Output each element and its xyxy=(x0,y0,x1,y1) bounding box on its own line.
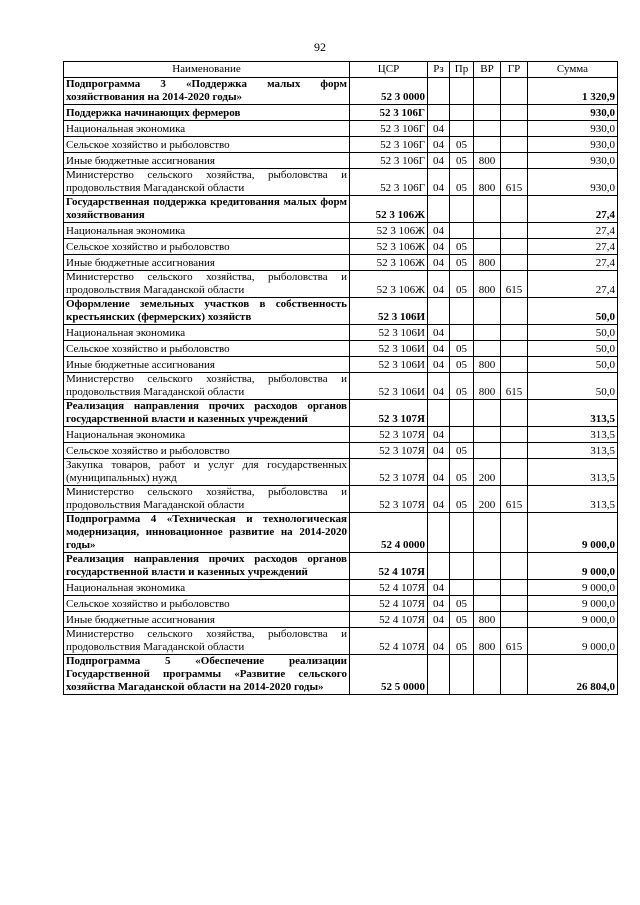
cell-sum: 27,4 xyxy=(528,223,618,239)
table-row xyxy=(64,239,618,255)
cell-name: Реализация направления прочих расходов органов государственной власти и казенных учреждений xyxy=(64,400,350,427)
cell-csr: 52 3 107Я xyxy=(350,427,428,443)
cell-name: Иные бюджетные ассигнования xyxy=(64,357,350,373)
cell-pr: 05 xyxy=(450,255,474,271)
cell-vr: 200 xyxy=(474,459,501,486)
cell-rz: 04 xyxy=(428,239,450,255)
cell-sum: 27,4 xyxy=(528,239,618,255)
table-row xyxy=(64,223,618,239)
cell-gr xyxy=(501,239,528,255)
cell-gr xyxy=(501,427,528,443)
cell-pr xyxy=(450,78,474,105)
cell-rz: 04 xyxy=(428,121,450,137)
cell-csr: 52 3 106Г xyxy=(350,153,428,169)
cell-gr xyxy=(501,513,528,553)
cell-sum: 9 000,0 xyxy=(528,580,618,596)
header-sum: Сумма xyxy=(528,62,618,78)
cell-vr: 800 xyxy=(474,255,501,271)
cell-sum: 313,5 xyxy=(528,443,618,459)
cell-csr: 52 4 107Я xyxy=(350,596,428,612)
cell-pr xyxy=(450,655,474,695)
cell-name: Иные бюджетные ассигнования xyxy=(64,255,350,271)
cell-csr: 52 3 106И xyxy=(350,325,428,341)
cell-vr xyxy=(474,513,501,553)
cell-csr: 52 3 106Г xyxy=(350,169,428,196)
cell-name: Поддержка начинающих фермеров xyxy=(64,105,350,121)
cell-vr xyxy=(474,553,501,580)
cell-pr: 05 xyxy=(450,612,474,628)
cell-vr xyxy=(474,78,501,105)
cell-sum: 930,0 xyxy=(528,169,618,196)
cell-name: Подпрограмма 5 «Обеспечение реализации Государственной программы «Развитие сельского хозяйства Магаданской области на 2014-2020 годы» xyxy=(64,655,350,695)
cell-sum: 930,0 xyxy=(528,137,618,153)
cell-rz xyxy=(428,298,450,325)
table-row xyxy=(64,427,618,443)
cell-vr xyxy=(474,121,501,137)
cell-vr xyxy=(474,239,501,255)
table-row xyxy=(64,255,618,271)
cell-name: Сельское хозяйство и рыболовство xyxy=(64,443,350,459)
cell-name: Сельское хозяйство и рыболовство xyxy=(64,596,350,612)
cell-rz: 04 xyxy=(428,580,450,596)
cell-rz: 04 xyxy=(428,271,450,298)
cell-vr xyxy=(474,580,501,596)
cell-pr: 05 xyxy=(450,459,474,486)
cell-csr: 52 3 106И xyxy=(350,298,428,325)
cell-gr xyxy=(501,223,528,239)
cell-pr: 05 xyxy=(450,443,474,459)
cell-gr xyxy=(501,400,528,427)
cell-sum: 313,5 xyxy=(528,427,618,443)
table-row xyxy=(64,78,618,105)
table-row xyxy=(64,153,618,169)
cell-sum: 50,0 xyxy=(528,325,618,341)
cell-rz: 04 xyxy=(428,255,450,271)
cell-rz: 04 xyxy=(428,169,450,196)
cell-gr: 615 xyxy=(501,271,528,298)
cell-rz: 04 xyxy=(428,137,450,153)
cell-rz: 04 xyxy=(428,486,450,513)
cell-csr: 52 3 0000 xyxy=(350,78,428,105)
cell-csr: 52 3 106Ж xyxy=(350,271,428,298)
cell-name: Сельское хозяйство и рыболовство xyxy=(64,341,350,357)
cell-pr: 05 xyxy=(450,341,474,357)
table-row xyxy=(64,459,618,486)
cell-pr: 05 xyxy=(450,239,474,255)
cell-pr xyxy=(450,553,474,580)
cell-pr: 05 xyxy=(450,596,474,612)
table-row xyxy=(64,400,618,427)
cell-csr: 52 3 106И xyxy=(350,357,428,373)
cell-name: Министерство сельского хозяйства, рыболовства и продовольствия Магаданской области xyxy=(64,628,350,655)
header-vr: ВР xyxy=(474,62,501,78)
cell-vr: 800 xyxy=(474,169,501,196)
cell-csr: 52 3 107Я xyxy=(350,459,428,486)
cell-rz: 04 xyxy=(428,459,450,486)
cell-name: Оформление земельных участков в собственность крестьянских (фермерских) хозяйств xyxy=(64,298,350,325)
page-number: 92 xyxy=(314,40,326,54)
cell-vr xyxy=(474,196,501,223)
table-row xyxy=(64,486,618,513)
cell-vr xyxy=(474,223,501,239)
cell-name: Подпрограмма 4 «Техническая и технологическая модернизация, инновационное развитие на 2014-2020 годы» xyxy=(64,513,350,553)
cell-sum: 50,0 xyxy=(528,373,618,400)
cell-rz: 04 xyxy=(428,357,450,373)
cell-sum: 50,0 xyxy=(528,357,618,373)
cell-name: Национальная экономика xyxy=(64,427,350,443)
cell-sum: 313,5 xyxy=(528,459,618,486)
header-rz: Рз xyxy=(428,62,450,78)
cell-sum: 27,4 xyxy=(528,271,618,298)
cell-pr xyxy=(450,105,474,121)
cell-gr xyxy=(501,196,528,223)
cell-sum: 930,0 xyxy=(528,105,618,121)
cell-name: Подпрограмма 3 «Поддержка малых форм хозяйствования на 2014-2020 годы» xyxy=(64,78,350,105)
cell-vr xyxy=(474,105,501,121)
cell-csr: 52 3 106Ж xyxy=(350,239,428,255)
table-row xyxy=(64,655,618,695)
cell-rz xyxy=(428,400,450,427)
table-row xyxy=(64,553,618,580)
cell-pr xyxy=(450,298,474,325)
table-row xyxy=(64,513,618,553)
cell-pr: 05 xyxy=(450,153,474,169)
table-header-row xyxy=(64,62,618,78)
cell-sum: 9 000,0 xyxy=(528,596,618,612)
cell-sum: 26 804,0 xyxy=(528,655,618,695)
cell-rz: 04 xyxy=(428,427,450,443)
cell-rz xyxy=(428,196,450,223)
cell-sum: 9 000,0 xyxy=(528,513,618,553)
cell-csr: 52 3 106И xyxy=(350,341,428,357)
header-pr: Пр xyxy=(450,62,474,78)
cell-vr xyxy=(474,655,501,695)
cell-gr xyxy=(501,341,528,357)
cell-pr: 05 xyxy=(450,137,474,153)
cell-gr: 615 xyxy=(501,486,528,513)
header-name: Наименование xyxy=(64,62,350,78)
table-row xyxy=(64,580,618,596)
cell-pr: 05 xyxy=(450,357,474,373)
cell-csr: 52 5 0000 xyxy=(350,655,428,695)
cell-rz: 04 xyxy=(428,443,450,459)
cell-csr: 52 3 107Я xyxy=(350,443,428,459)
cell-vr: 800 xyxy=(474,628,501,655)
cell-vr: 800 xyxy=(474,612,501,628)
cell-pr xyxy=(450,121,474,137)
header-csr: ЦСР xyxy=(350,62,428,78)
cell-vr xyxy=(474,137,501,153)
cell-gr xyxy=(501,443,528,459)
cell-name: Сельское хозяйство и рыболовство xyxy=(64,239,350,255)
cell-pr xyxy=(450,325,474,341)
cell-name: Министерство сельского хозяйства, рыболовства и продовольствия Магаданской области xyxy=(64,271,350,298)
cell-csr: 52 3 107Я xyxy=(350,486,428,513)
cell-csr: 52 4 0000 xyxy=(350,513,428,553)
table-row xyxy=(64,341,618,357)
cell-name: Национальная экономика xyxy=(64,580,350,596)
cell-rz xyxy=(428,513,450,553)
cell-name: Иные бюджетные ассигнования xyxy=(64,153,350,169)
cell-csr: 52 3 106Ж xyxy=(350,223,428,239)
cell-name: Реализация направления прочих расходов органов государственной власти и казенных учреждений xyxy=(64,553,350,580)
cell-pr: 05 xyxy=(450,486,474,513)
cell-csr: 52 3 106Г xyxy=(350,121,428,137)
cell-vr xyxy=(474,443,501,459)
cell-rz xyxy=(428,78,450,105)
budget-table xyxy=(63,61,618,695)
cell-gr: 615 xyxy=(501,373,528,400)
cell-csr: 52 3 106Г xyxy=(350,105,428,121)
cell-vr: 200 xyxy=(474,486,501,513)
cell-name: Национальная экономика xyxy=(64,223,350,239)
table-row xyxy=(64,196,618,223)
cell-vr xyxy=(474,325,501,341)
cell-gr xyxy=(501,78,528,105)
cell-sum: 27,4 xyxy=(528,196,618,223)
cell-vr xyxy=(474,596,501,612)
cell-sum: 1 320,9 xyxy=(528,78,618,105)
cell-name: Министерство сельского хозяйства, рыболовства и продовольствия Магаданской области xyxy=(64,373,350,400)
cell-sum: 9 000,0 xyxy=(528,553,618,580)
cell-rz: 04 xyxy=(428,612,450,628)
cell-rz xyxy=(428,105,450,121)
cell-name: Министерство сельского хозяйства, рыболовства и продовольствия Магаданской области xyxy=(64,486,350,513)
table-row xyxy=(64,121,618,137)
cell-csr: 52 3 106Г xyxy=(350,137,428,153)
cell-vr: 800 xyxy=(474,153,501,169)
cell-sum: 9 000,0 xyxy=(528,628,618,655)
cell-vr xyxy=(474,298,501,325)
cell-sum: 313,5 xyxy=(528,486,618,513)
cell-csr: 52 4 107Я xyxy=(350,553,428,580)
cell-gr xyxy=(501,357,528,373)
cell-csr: 52 4 107Я xyxy=(350,628,428,655)
table-row xyxy=(64,628,618,655)
cell-gr xyxy=(501,153,528,169)
cell-gr xyxy=(501,298,528,325)
cell-vr: 800 xyxy=(474,373,501,400)
cell-gr xyxy=(501,612,528,628)
cell-gr xyxy=(501,596,528,612)
cell-sum: 930,0 xyxy=(528,153,618,169)
cell-sum: 313,5 xyxy=(528,400,618,427)
cell-vr xyxy=(474,341,501,357)
cell-rz xyxy=(428,553,450,580)
cell-sum: 50,0 xyxy=(528,298,618,325)
cell-csr: 52 4 107Я xyxy=(350,580,428,596)
cell-name: Министерство сельского хозяйства, рыболовства и продовольствия Магаданской области xyxy=(64,169,350,196)
cell-pr xyxy=(450,196,474,223)
cell-pr: 05 xyxy=(450,628,474,655)
cell-pr: 05 xyxy=(450,373,474,400)
cell-pr xyxy=(450,223,474,239)
cell-gr: 615 xyxy=(501,169,528,196)
cell-csr: 52 3 107Я xyxy=(350,400,428,427)
cell-gr xyxy=(501,553,528,580)
cell-vr: 800 xyxy=(474,271,501,298)
cell-sum: 27,4 xyxy=(528,255,618,271)
table-row xyxy=(64,357,618,373)
table-row xyxy=(64,298,618,325)
cell-gr xyxy=(501,255,528,271)
table-row xyxy=(64,169,618,196)
cell-sum: 930,0 xyxy=(528,121,618,137)
cell-gr xyxy=(501,105,528,121)
cell-pr xyxy=(450,513,474,553)
cell-pr xyxy=(450,427,474,443)
cell-pr xyxy=(450,580,474,596)
cell-rz: 04 xyxy=(428,628,450,655)
cell-name: Сельское хозяйство и рыболовство xyxy=(64,137,350,153)
cell-rz: 04 xyxy=(428,373,450,400)
cell-name: Национальная экономика xyxy=(64,121,350,137)
cell-gr xyxy=(501,459,528,486)
cell-vr xyxy=(474,400,501,427)
cell-csr: 52 3 106И xyxy=(350,373,428,400)
cell-gr xyxy=(501,655,528,695)
header-gr: ГР xyxy=(501,62,528,78)
cell-pr xyxy=(450,400,474,427)
table-row xyxy=(64,612,618,628)
cell-pr: 05 xyxy=(450,271,474,298)
cell-name: Государственная поддержка кредитования малых форм хозяйствования xyxy=(64,196,350,223)
table-row xyxy=(64,271,618,298)
cell-rz: 04 xyxy=(428,325,450,341)
cell-csr: 52 4 107Я xyxy=(350,612,428,628)
cell-rz: 04 xyxy=(428,341,450,357)
table-row xyxy=(64,373,618,400)
table-row xyxy=(64,137,618,153)
cell-name: Национальная экономика xyxy=(64,325,350,341)
cell-rz xyxy=(428,655,450,695)
table-body xyxy=(64,78,618,695)
table-row xyxy=(64,325,618,341)
table-row xyxy=(64,105,618,121)
cell-sum: 50,0 xyxy=(528,341,618,357)
cell-csr: 52 3 106Ж xyxy=(350,255,428,271)
cell-rz: 04 xyxy=(428,223,450,239)
cell-vr xyxy=(474,427,501,443)
cell-gr xyxy=(501,137,528,153)
cell-gr xyxy=(501,325,528,341)
cell-csr: 52 3 106Ж xyxy=(350,196,428,223)
cell-vr: 800 xyxy=(474,357,501,373)
cell-gr xyxy=(501,580,528,596)
table-row xyxy=(64,443,618,459)
cell-sum: 9 000,0 xyxy=(528,612,618,628)
cell-rz: 04 xyxy=(428,153,450,169)
cell-gr xyxy=(501,121,528,137)
cell-rz: 04 xyxy=(428,596,450,612)
cell-name: Иные бюджетные ассигнования xyxy=(64,612,350,628)
cell-gr: 615 xyxy=(501,628,528,655)
cell-pr: 05 xyxy=(450,169,474,196)
cell-name: Закупка товаров, работ и услуг для государственных (муниципальных) нужд xyxy=(64,459,350,486)
table-row xyxy=(64,596,618,612)
